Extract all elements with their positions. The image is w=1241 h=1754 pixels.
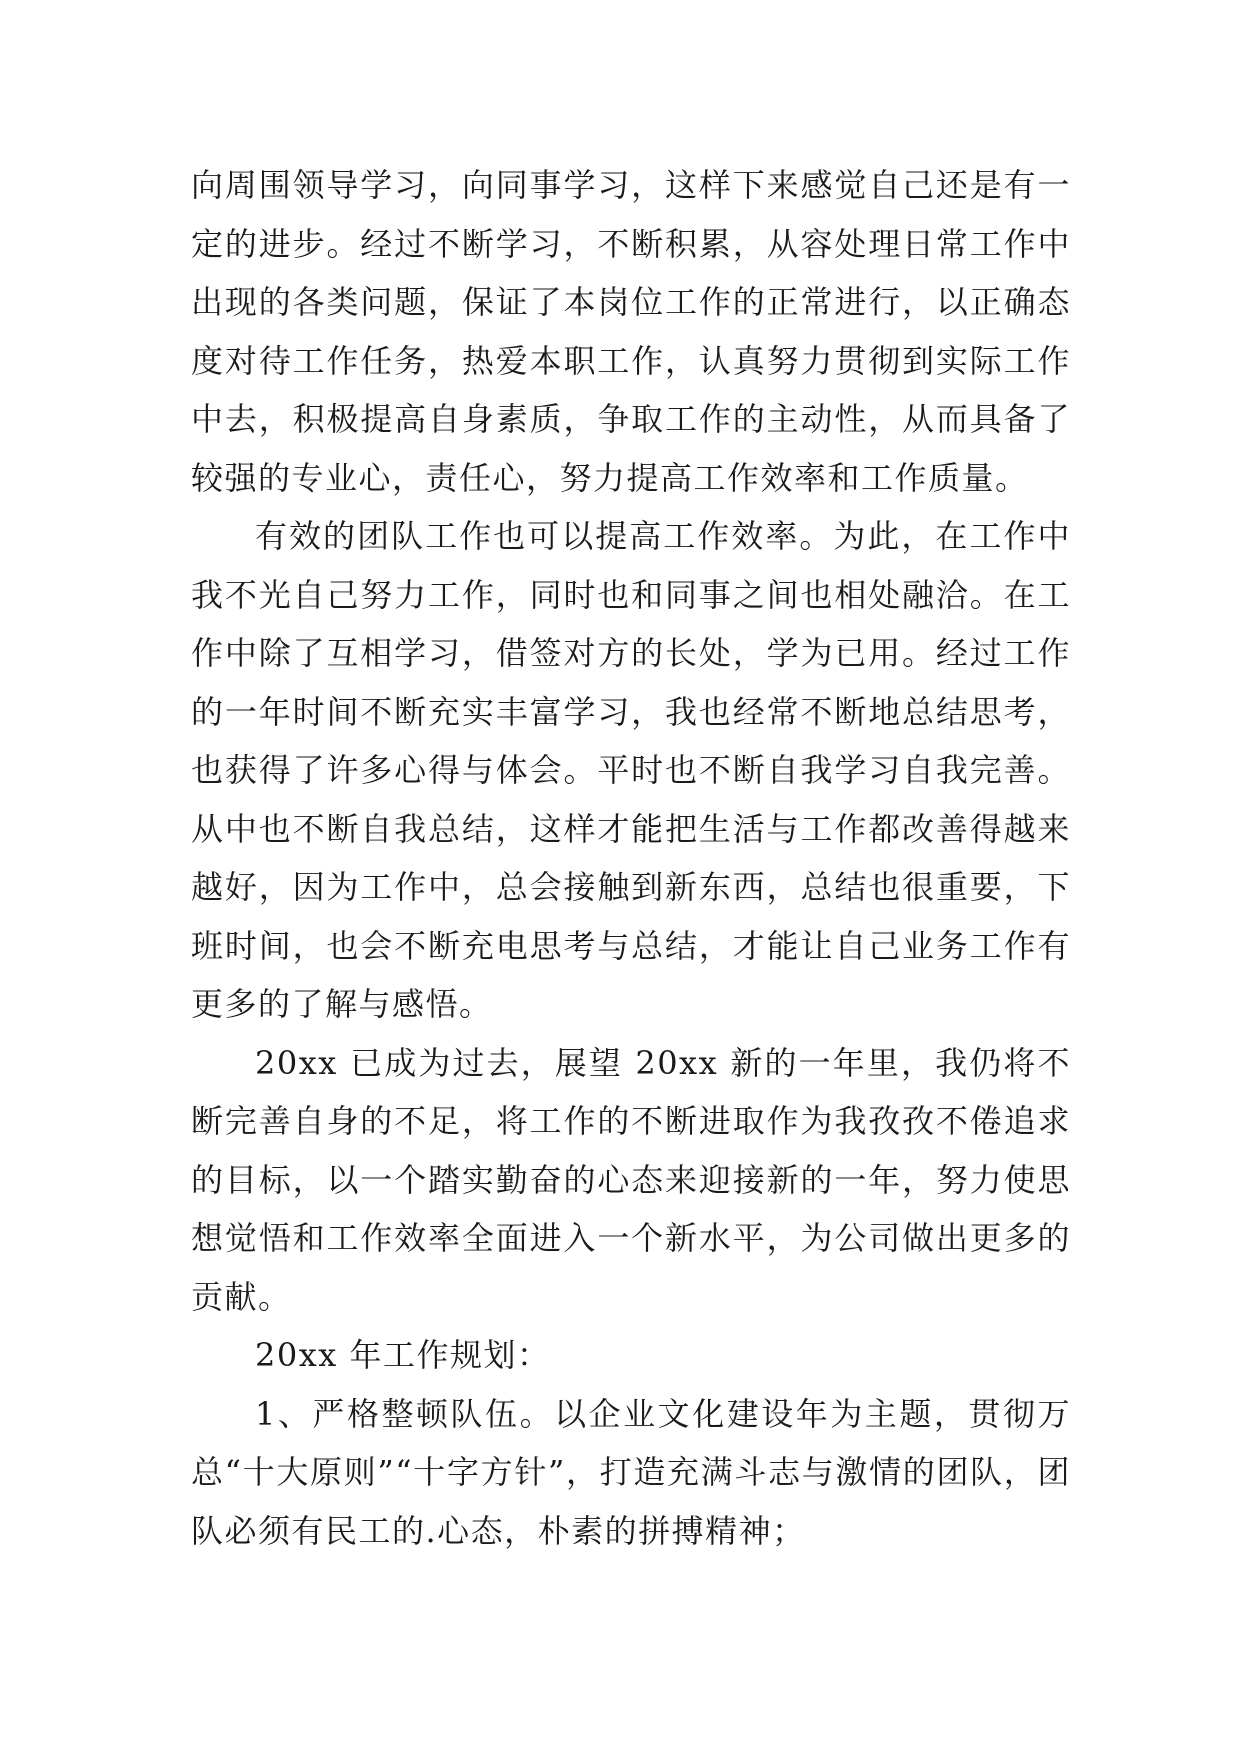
paragraph-3: 20xx 已成为过去，展望 20xx 新的一年里，我仍将不断完善自身的不足，将工作的不断进取作为我孜孜不倦追求的目标，以一个踏实勤奋的心态来迎接新的一年，努力使思想觉悟和工作效率全面进入一个新水平，为公司做出更多的贡献。 — [191, 1043, 1071, 1316]
paragraph-2: 有效的团队工作也可以提高工作效率。为此，在工作中我不光自己努力工作，同时也和同事之间也相处融洽。在工作中除了互相学习，借签对方的长处，学为已用。经过工作的一年时间不断充实丰富学习，我也经常不断地总结思考，也获得了许多心得与体会。平时也不断自我学习自我完善。从中也不断自我总结，这样才能把生活与工作都改善得越来越好，因为工作中，总会接触到新东西，总结也很重要，下班时间，也会不断充电思考与总结，才能让自己业务工作有更多的了解与感悟。 — [191, 517, 1071, 1023]
paragraph-5: 1、严格整顿队伍。以企业文化建设年为主题，贯彻万总“十大原则”“十字方针”，打造充满斗志与激情的团队，团队必须有民工的.心态，朴素的拼搏精神； — [191, 1394, 1071, 1550]
paragraph-4: 20xx 年工作规划： — [255, 1336, 551, 1374]
paragraph-1: 向周围领导学习，向同事学习，这样下来感觉自己还是有一定的进步。经过不断学习，不断积累，从容处理日常工作中出现的各类问题，保证了本岗位工作的正常进行，以正确态度对待工作任务，热爱本职工作，认真努力贯彻到实际工作中去，积极提高自身素质，争取工作的主动性，从而具备了较强的专业心，责任心，努力提高工作效率和工作质量。 — [191, 166, 1071, 497]
document-body — [191, 156, 1071, 1560]
